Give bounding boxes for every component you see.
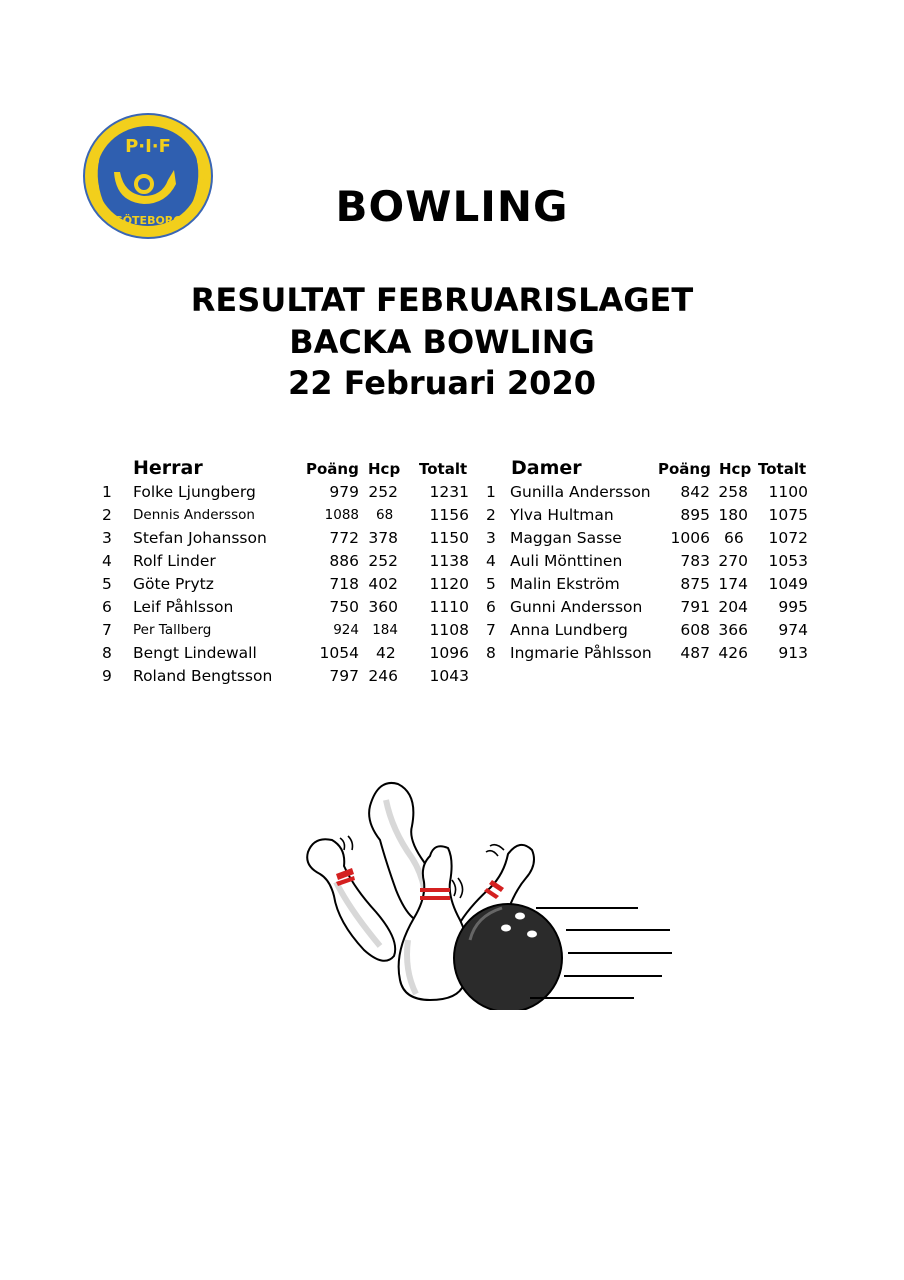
- totalt-cell: 1120: [429, 575, 469, 593]
- hcp-cell: 366: [718, 621, 748, 639]
- name-cell: Gunilla Andersson: [510, 483, 651, 501]
- poang-cell: 1054: [319, 644, 359, 662]
- name-cell: Stefan Johansson: [133, 529, 267, 547]
- name-cell: Bengt Lindewall: [133, 644, 257, 662]
- rank-cell: 6: [486, 598, 496, 616]
- rank-cell: 5: [102, 575, 112, 593]
- hcp-cell: 66: [724, 529, 744, 547]
- totalt-cell: 995: [778, 598, 808, 616]
- hcp-cell: 246: [368, 667, 398, 685]
- hcp-cell: 42: [376, 644, 396, 662]
- name-cell: Ylva Hultman: [510, 506, 614, 524]
- totalt-cell: 1150: [429, 529, 469, 547]
- poang-cell: 791: [680, 598, 710, 616]
- name-cell: Rolf Linder: [133, 552, 216, 570]
- poang-cell: 842: [680, 483, 710, 501]
- poang-cell: 718: [329, 575, 359, 593]
- logo-bottom-text: GÖTEBORG: [113, 214, 183, 227]
- hcp-cell: 204: [718, 598, 748, 616]
- totalt-cell: 1108: [429, 621, 469, 639]
- damer-col-hcp: Hcp: [719, 460, 752, 478]
- poang-cell: 979: [329, 483, 359, 501]
- poang-cell: 608: [680, 621, 710, 639]
- name-cell: Göte Prytz: [133, 575, 214, 593]
- subtitle-line-2: BACKA BOWLING: [289, 323, 595, 361]
- rank-cell: 8: [102, 644, 112, 662]
- poang-cell: 886: [329, 552, 359, 570]
- rank-cell: 3: [486, 529, 496, 547]
- poang-cell: 875: [680, 575, 710, 593]
- hcp-cell: 258: [718, 483, 748, 501]
- name-cell: Maggan Sasse: [510, 529, 622, 547]
- subtitle-line-3: 22 Februari 2020: [288, 364, 596, 402]
- totalt-cell: 1100: [768, 483, 808, 501]
- rank-cell: 3: [102, 529, 112, 547]
- totalt-cell: 1231: [429, 483, 469, 501]
- totalt-cell: 913: [778, 644, 808, 662]
- hcp-cell: 270: [718, 552, 748, 570]
- rank-cell: 4: [102, 552, 112, 570]
- poang-cell: 1006: [670, 529, 710, 547]
- damer-col-poang: Poäng: [658, 460, 711, 478]
- hcp-cell: 378: [368, 529, 398, 547]
- hcp-cell: 180: [718, 506, 748, 524]
- hcp-cell: 252: [368, 483, 398, 501]
- totalt-cell: 1053: [768, 552, 808, 570]
- damer-heading: Damer: [511, 457, 582, 479]
- rank-cell: 9: [102, 667, 112, 685]
- rank-cell: 7: [486, 621, 496, 639]
- poang-cell: 783: [680, 552, 710, 570]
- rank-cell: 8: [486, 644, 496, 662]
- damer-col-totalt: Totalt: [758, 460, 807, 478]
- name-cell: Per Tallberg: [133, 622, 212, 638]
- herrar-col-totalt: Totalt: [419, 460, 468, 478]
- hcp-cell: 252: [368, 552, 398, 570]
- rank-cell: 2: [102, 506, 112, 524]
- poang-cell: 924: [333, 622, 359, 638]
- name-cell: Auli Mönttinen: [510, 552, 623, 570]
- name-cell: Folke Ljungberg: [133, 483, 256, 501]
- name-cell: Malin Ekström: [510, 575, 620, 593]
- name-cell: Roland Bengtsson: [133, 667, 273, 685]
- name-cell: Leif Påhlsson: [133, 598, 234, 616]
- rank-cell: 6: [102, 598, 112, 616]
- herrar-col-poang: Poäng: [306, 460, 359, 478]
- rank-cell: 1: [486, 483, 496, 501]
- poang-cell: 772: [329, 529, 359, 547]
- totalt-cell: 1049: [768, 575, 808, 593]
- rank-cell: 2: [486, 506, 496, 524]
- rank-cell: 7: [102, 621, 112, 639]
- totalt-cell: 1138: [429, 552, 469, 570]
- name-cell: Ingmarie Påhlsson: [510, 644, 652, 662]
- herrar-col-hcp: Hcp: [368, 460, 401, 478]
- poang-cell: 895: [680, 506, 710, 524]
- poang-cell: 797: [329, 667, 359, 685]
- totalt-cell: 1043: [429, 667, 469, 685]
- name-cell: Anna Lundberg: [510, 621, 628, 639]
- totalt-cell: 1072: [768, 529, 808, 547]
- rank-cell: 1: [102, 483, 112, 501]
- bowling-ball-and-pins-icon: [300, 770, 680, 1010]
- totalt-cell: 1075: [768, 506, 808, 524]
- hcp-cell: 426: [718, 644, 748, 662]
- hcp-cell: 360: [368, 598, 398, 616]
- hcp-cell: 184: [372, 622, 398, 638]
- rank-cell: 5: [486, 575, 496, 593]
- subtitle-line-1: RESULTAT FEBRUARISLAGET: [190, 281, 694, 319]
- poang-cell: 1088: [324, 507, 359, 523]
- rank-cell: 4: [486, 552, 496, 570]
- herrar-heading: Herrar: [133, 457, 203, 479]
- page-title: BOWLING: [335, 182, 569, 231]
- totalt-cell: 974: [778, 621, 808, 639]
- name-cell: Dennis Andersson: [133, 507, 255, 523]
- hcp-cell: 402: [368, 575, 398, 593]
- hcp-cell: 174: [718, 575, 748, 593]
- hcp-cell: 68: [376, 507, 394, 523]
- logo-top-text: P·I·F: [125, 136, 171, 157]
- totalt-cell: 1110: [429, 598, 469, 616]
- poang-cell: 750: [329, 598, 359, 616]
- totalt-cell: 1156: [429, 506, 469, 524]
- totalt-cell: 1096: [429, 644, 469, 662]
- name-cell: Gunni Andersson: [510, 598, 643, 616]
- poang-cell: 487: [680, 644, 710, 662]
